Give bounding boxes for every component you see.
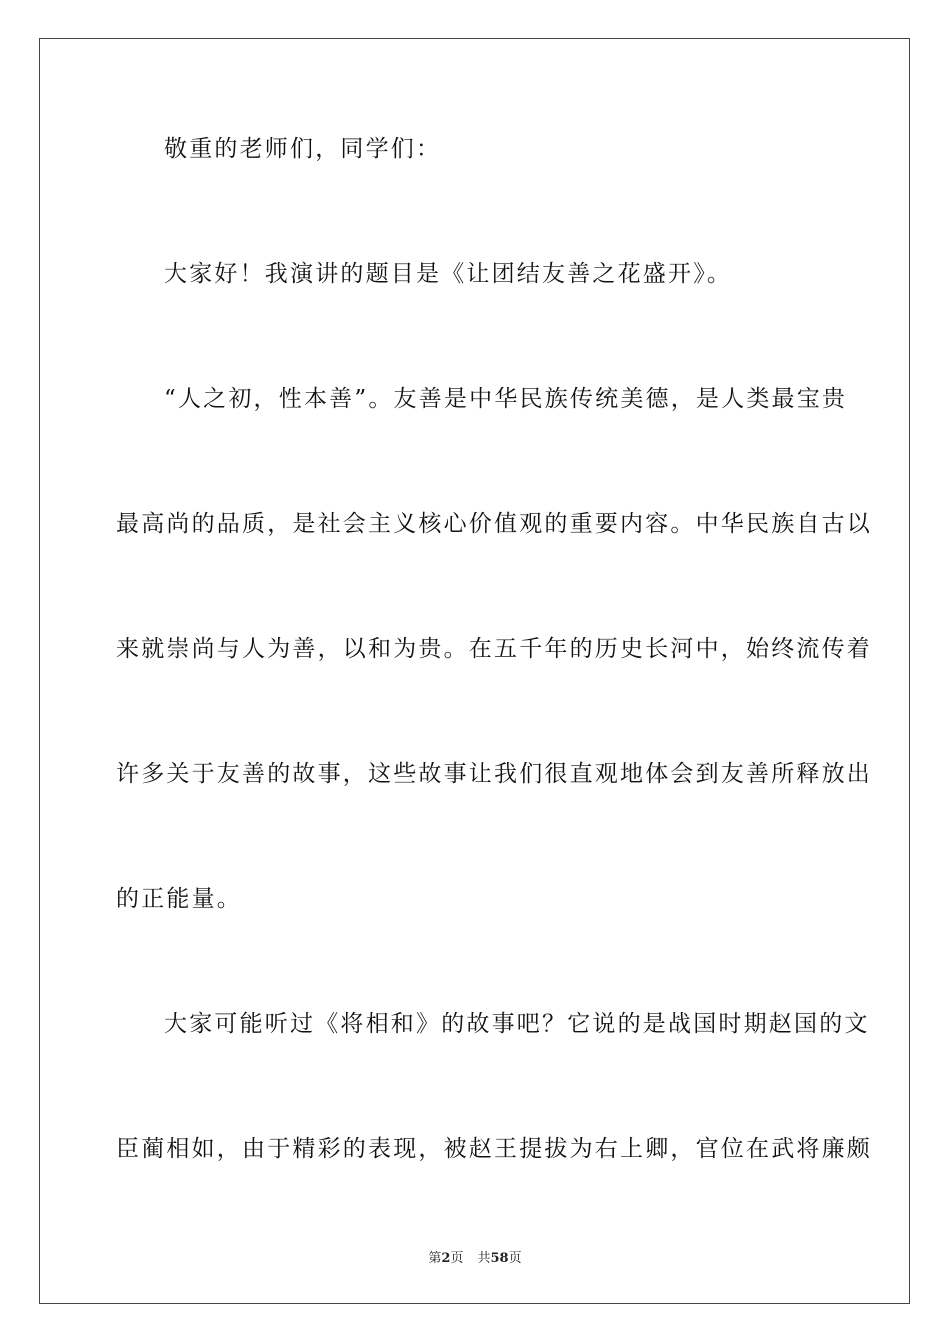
page-prefix: 第 xyxy=(428,1251,442,1266)
paragraph-line: “人之初，性本善”。友善是中华民族传统美德，是人类最宝贵 xyxy=(164,386,848,412)
total-prefix: 共 xyxy=(477,1251,491,1266)
salutation-line: 敬重的老师们，同学们： xyxy=(164,136,442,162)
page-number: 2 xyxy=(441,1251,451,1266)
paragraph-line: 许多关于友善的故事，这些故事让我们很直观地体会到友善所释放出 xyxy=(116,761,872,787)
paragraph-line: 臣蔺相如，由于精彩的表现，被赵王提拔为右上卿，官位在武将廉颇 xyxy=(116,1136,872,1162)
paragraph-line: 的正能量。 xyxy=(116,886,242,912)
page-suffix: 页 xyxy=(450,1251,464,1266)
total-pages: 58 xyxy=(490,1251,509,1266)
paragraph-line: 大家可能听过《将相和》的故事吧？它说的是战国时期赵国的文 xyxy=(164,1011,870,1037)
paragraph-line: 来就崇尚与人为善，以和为贵。在五千年的历史长河中，始终流传着 xyxy=(116,636,872,662)
page-border xyxy=(39,38,910,1304)
paragraph-line: 最高尚的品质，是社会主义核心价值观的重要内容。中华民族自古以 xyxy=(116,511,872,537)
total-suffix: 页 xyxy=(508,1251,522,1266)
intro-line: 大家好！我演讲的题目是《让团结友善之花盛开》。 xyxy=(164,261,733,287)
page-footer xyxy=(0,1247,950,1266)
